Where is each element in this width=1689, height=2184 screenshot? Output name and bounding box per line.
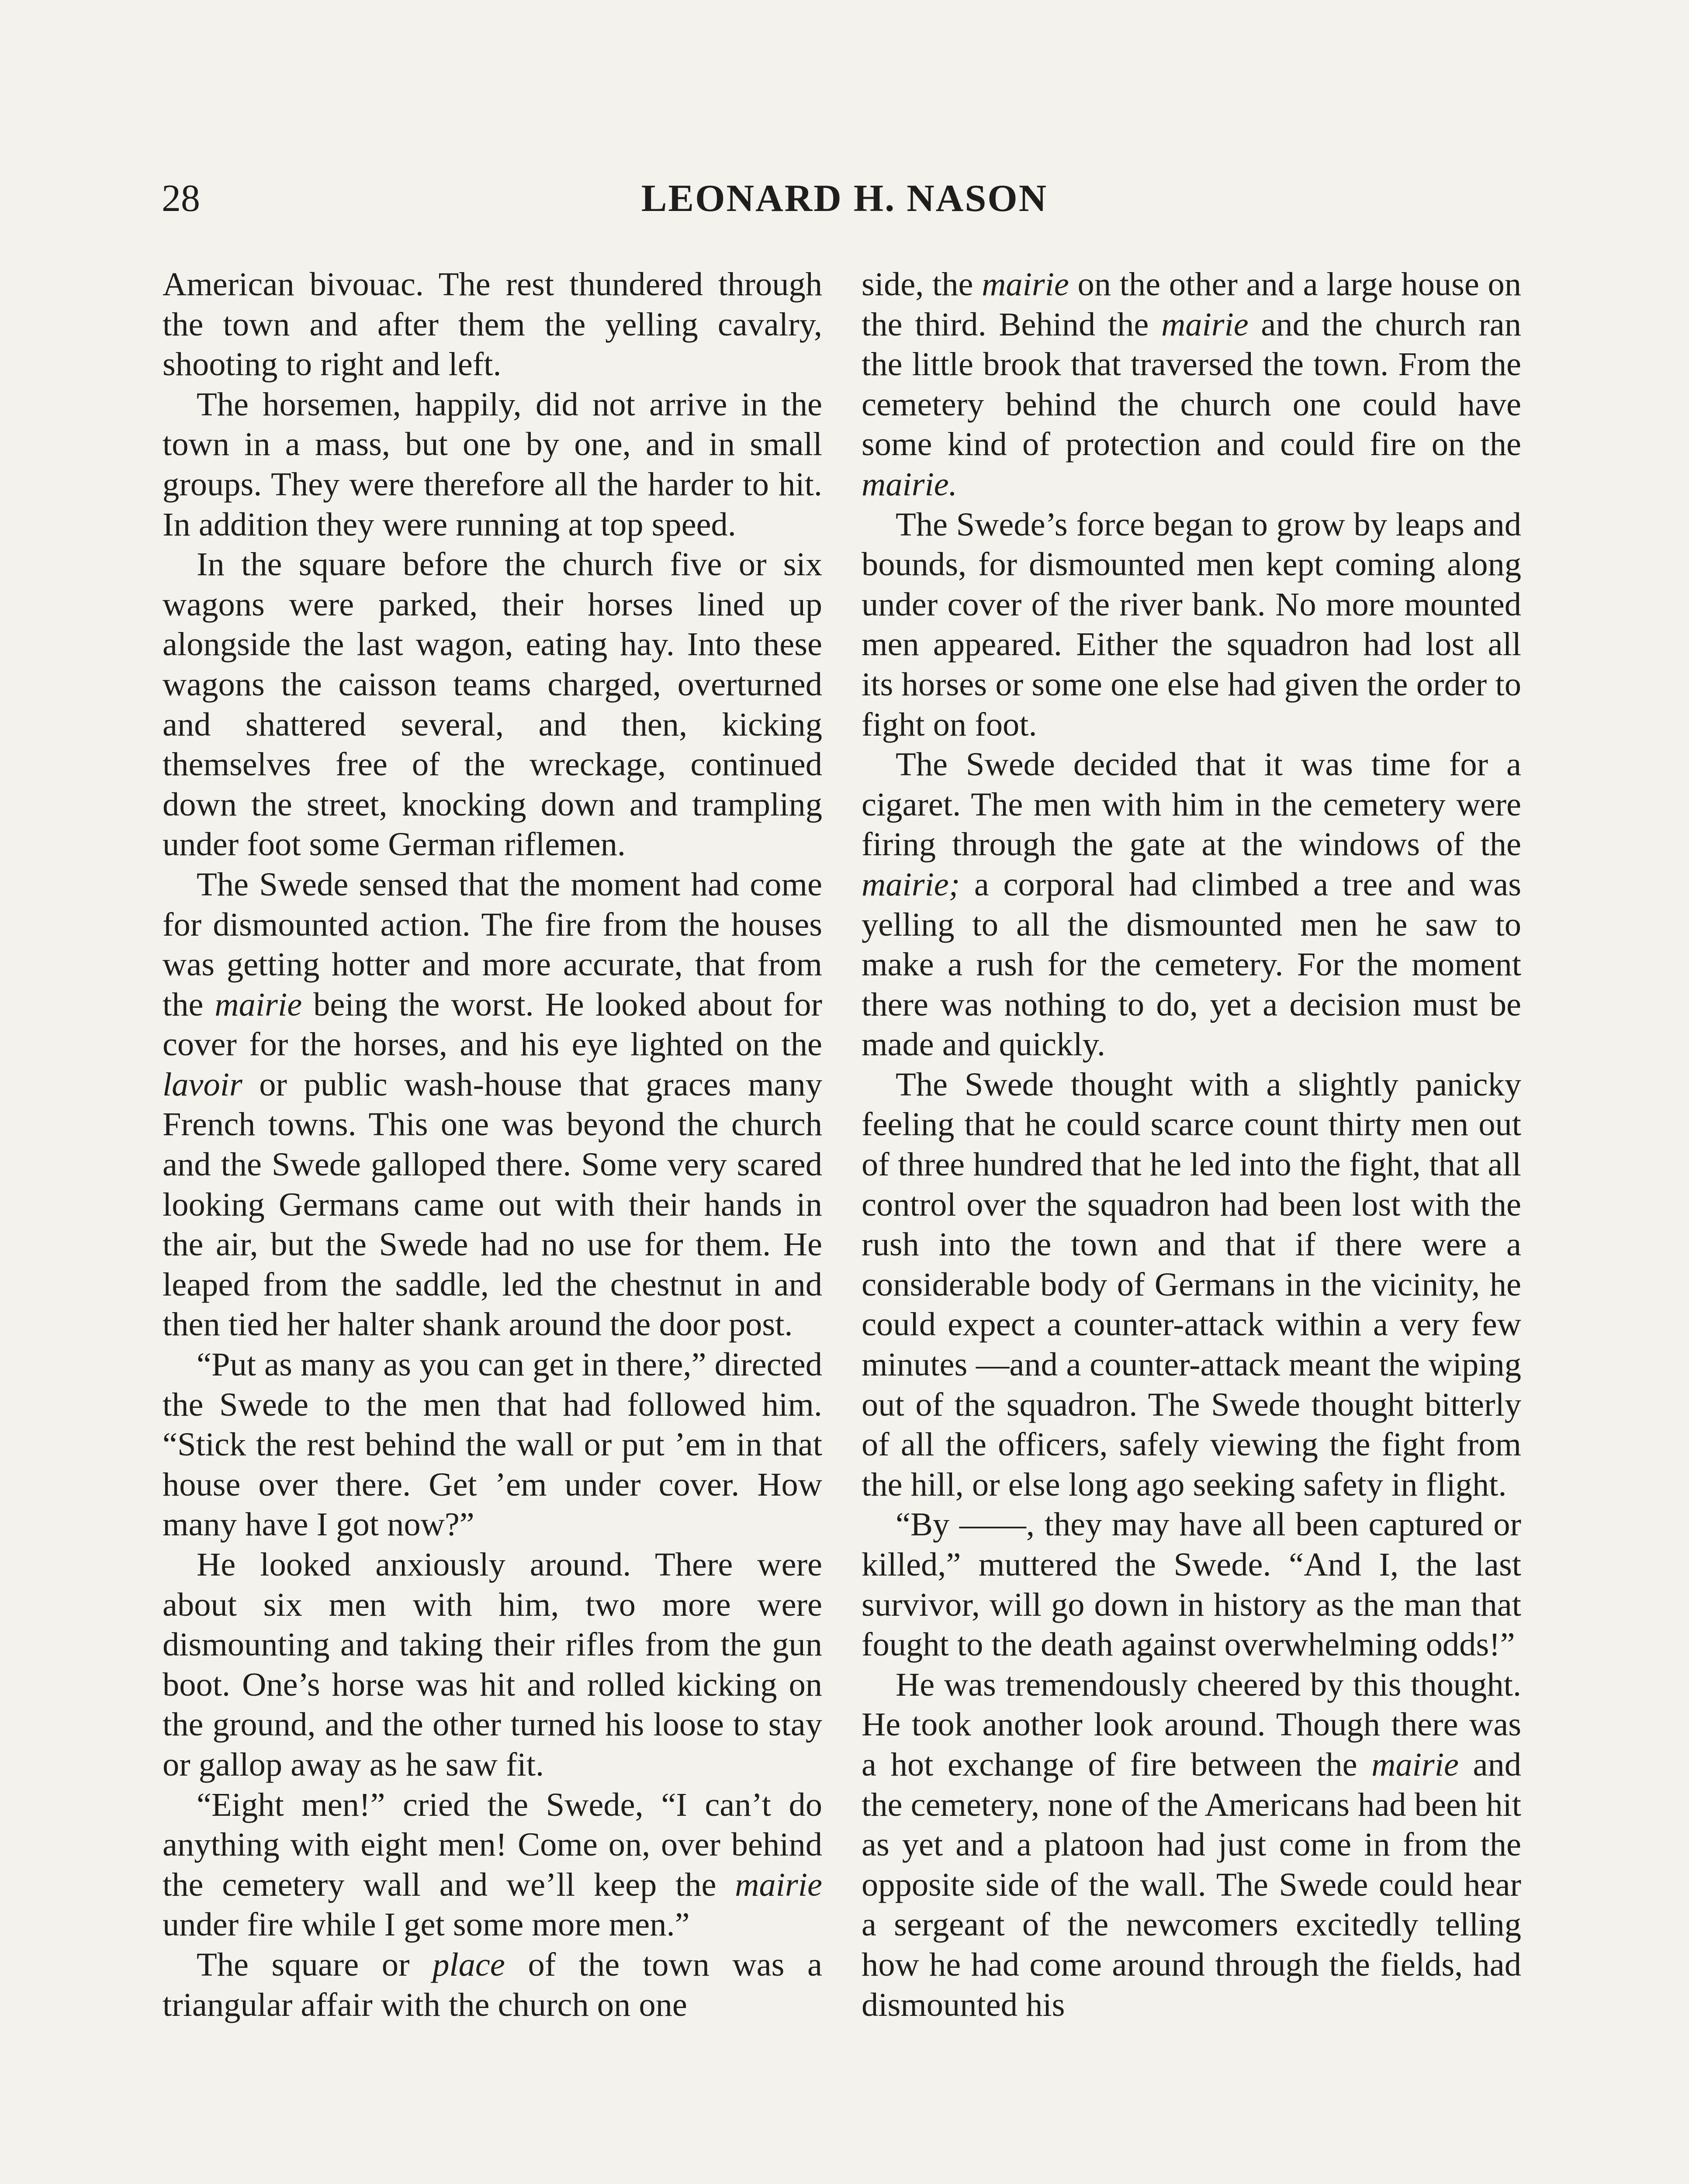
paragraph <box>862 264 1521 505</box>
italic-term: mairie <box>735 1866 822 1903</box>
italic-term: mairie <box>1371 1745 1459 1783</box>
paragraph <box>862 744 1521 1064</box>
italic-term: mairie <box>982 266 1069 303</box>
text-run: “Eight men!” cried the Swede, “I can’t do anything with eight men! Come on, over behind the cemetery wall and we’ll keep the <box>163 1786 822 1903</box>
text-run: under fire while I get some more men.” <box>163 1906 690 1943</box>
paragraph <box>163 1785 822 1945</box>
text-run: The Swede sensed that the moment had come for dismounted action. The fire from the houses was getting hotter and more accurate, that from the <box>163 865 822 1023</box>
text-run: The square or <box>197 1946 433 1983</box>
paragraph: American bivouac. The rest thundered through the town and after them the yelling cavalry, shooting to right and left. <box>163 266 822 383</box>
italic-term: mairie. <box>862 465 957 503</box>
text-run: on the other and a large house on the third. Behind the <box>862 266 1521 343</box>
paragraph: “By ——, they may have all been captured or killed,” muttered the Swede. “And I, the last survivor, will go down in history as the man that fought to the death against overwhelming odds!” <box>862 1506 1521 1663</box>
paragraph: The horsemen, happily, did not arrive in the town in a mass, but one by one, and in small groups. They were therefore all the harder to hit. In addition they were running at top speed. <box>163 385 822 543</box>
paragraph: He looked anxiously around. There were about six men with him, two more were dismounting and taking their rifles from the gun boot. One’s horse was hit and rolled kicking on the ground, and the other turned his loose to stay or gallop away as he saw fit. <box>163 1546 822 1783</box>
text-run: of the town was a triangular affair with the church on one <box>163 1946 822 2023</box>
paragraph: “Put as many as you can get in there,” directed the Swede to the men that had followed him. “Stick the rest behind the wall or put ’em in that house over there. Get ’em under cover. How many have I got now?” <box>163 1346 822 1543</box>
text-run: a corporal had climbed a tree and was yelling to all the dismounted men he saw to make a rush for the cemetery. For the moment there was nothing to do, yet a decision must be made and quickly. <box>862 865 1521 1063</box>
right-column <box>862 264 1521 2025</box>
page-number: 28 <box>162 177 200 220</box>
italic-term: lavoir <box>163 1065 242 1103</box>
text-run: or public wash-house that graces many French towns. This one was beyond the church and the Swede galloped there. Some very scared looking Germans came out with their hands in the air, but the Swede had no use for them. He leaped from the saddle, led the chestnut in and then tied her halter shank around the door post. <box>163 1065 822 1343</box>
paragraph <box>163 864 822 1344</box>
running-head: LEONARD H. NASON <box>641 177 1048 220</box>
italic-term: place <box>433 1946 505 1983</box>
text-run: side, the <box>862 266 982 303</box>
text-run: and the cemetery, none of the Americans had been hit as yet and a platoon had just come in from the opposite side of the wall. The Swede could hear a sergeant of the newcomers excitedly telling how he had come around through the fields, had dismounted his <box>862 1745 1521 2023</box>
text-run: He was tremendously cheered by this thought. He took another look around. Though there was a hot exchange of fire between the <box>862 1666 1521 1783</box>
paragraph: The Swede’s force began to grow by leaps and bounds, for dismounted men kept coming along under cover of the river bank. No more mounted men appeared. Either the squadron had lost all its horses or some one else had given the order to fight on foot. <box>862 505 1521 743</box>
paragraph <box>862 1665 1521 2025</box>
italic-term: mairie <box>215 985 302 1023</box>
text-run: The Swede decided that it was time for a cigaret. The men with him in the cemetery were firing through the gate at the windows of the <box>862 746 1521 863</box>
paragraph: In the square before the church five or six wagons were parked, their horses lined up alongside the last wagon, eating hay. Into these wagons the caisson teams charged, overturned and shattered several, and then, kicking themselves free of the wreckage, continued down the street, knocking down and trampling under foot some German riflemen. <box>163 546 822 863</box>
text-run: being the worst. He looked about for cover for the horses, and his eye lighted on the <box>163 985 822 1063</box>
italic-term: mairie; <box>862 865 960 903</box>
paragraph <box>163 1945 822 2025</box>
left-column <box>163 264 822 2025</box>
paragraph: The Swede thought with a slightly panicky feeling that he could scarce count thirty men out of three hundred that he led into the fight, that all control over the squadron had been lost with the rush into the town and that if there were a considerable body of Germans in the vicinity, he could expect a counter-attack within a very few minutes —and a counter-attack meant the wiping out of the squadron. The Swede thought bitterly of all the officers, safely viewing the fight from the hill, or else long ago seeking safety in flight. <box>862 1065 1521 1503</box>
text-run: and the church ran the little brook that traversed the town. From the cemetery behind the church one could have some kind of protection and could fire on the <box>862 305 1521 463</box>
italic-term: mairie <box>1161 305 1249 343</box>
